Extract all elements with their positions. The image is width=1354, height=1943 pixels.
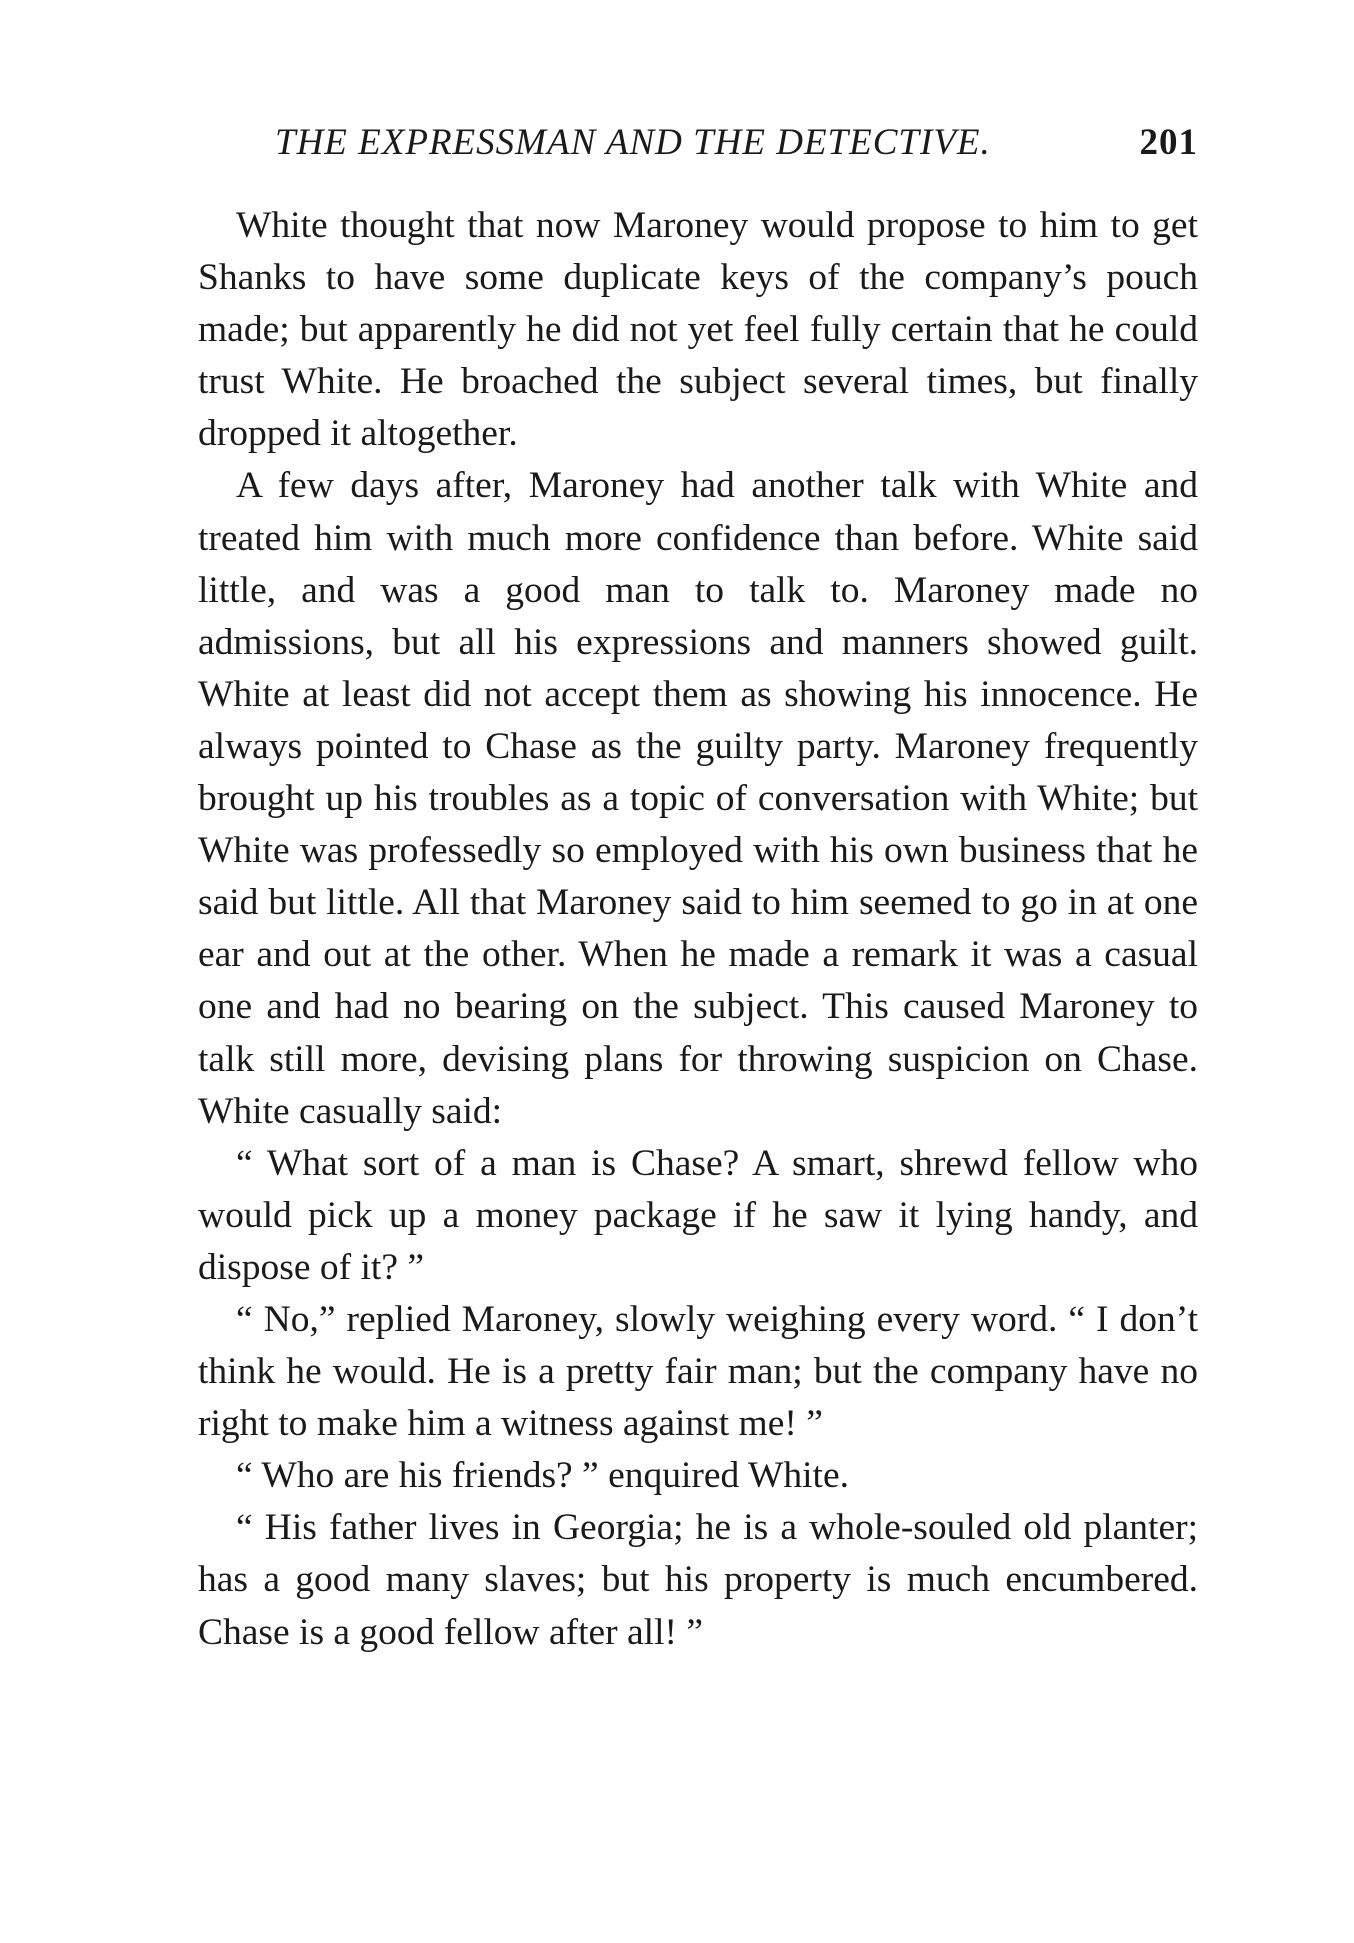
paragraph: “ Who are his friends? ” enquired White. — [236, 1455, 849, 1497]
paragraph: White thought that now Maroney would propose to him to get Shanks to have some duplicate keys of the company’s pouch made; but apparently he did not yet feel fully certain that he could trust White. He broached the subject several times, but finally dropped it altogether. — [198, 205, 1198, 455]
running-title: THE EXPRESSMAN AND THE DETECTIVE. — [275, 122, 991, 163]
paragraph: “ No,” replied Maroney, slowly weighing every word. “ I don’t think he would. He is a pretty fair man; but the company have no right to make him a witness against me! ” — [198, 1298, 1198, 1445]
paragraph: “ What sort of a man is Chase? A smart, shrewd fellow who would pick up a money package if he saw it lying handy, and dispose of it? ” — [198, 1142, 1198, 1288]
running-head — [275, 118, 1198, 168]
page-number: 201 — [1139, 122, 1198, 163]
paragraph: “ His father lives in Georgia; he is a whole-souled old planter; has a good many slaves; but his property is much encumbered. Chase is a good fellow after all! ” — [198, 1507, 1198, 1653]
body-text — [198, 200, 1198, 1659]
paragraph: A few days after, Maroney had another talk with White and treated him with much more confidence than before. White said little, and was a good man to talk to. Maroney made no admissions, but all his expressions and manners showed guilt. White at least did not accept them as showing his innocence. He always pointed to Chase as the guilty party. Maroney frequently brought up his troubles as a topic of conversation with White; but White was professedly so employed with his own business that he said but little. All that Maroney said to him seemed to go in at one ear and out at the other. When he made a remark it was a casual one and had no bearing on the subject. This caused Maroney to talk still more, devising plans for throwing suspicion on Chase. White casually said: — [198, 465, 1198, 1132]
